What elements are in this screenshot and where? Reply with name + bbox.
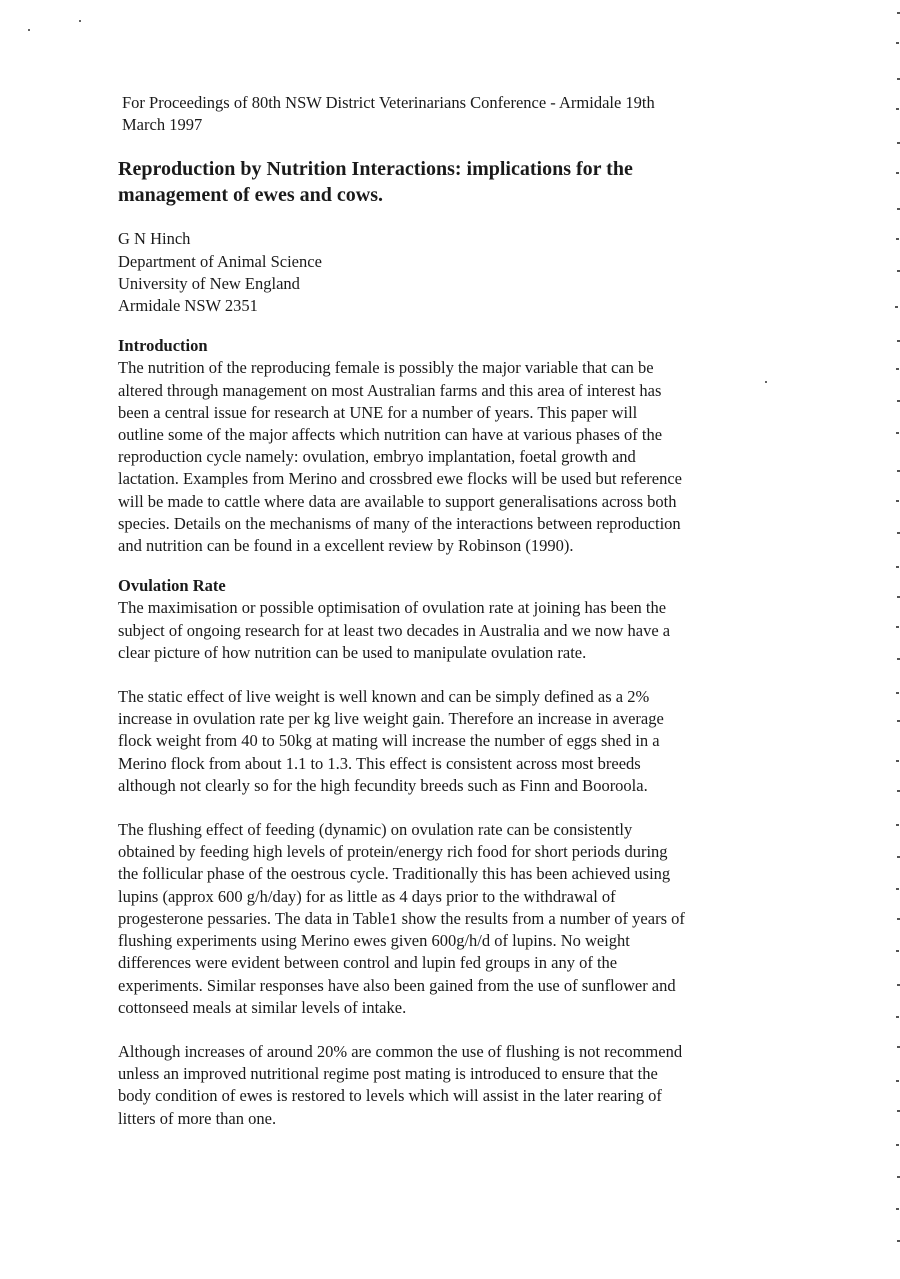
- text-line: although not clearly so for the high fecundity breeds such as Finn and Booroola.: [118, 775, 648, 795]
- author-university: University of New England: [118, 273, 300, 293]
- text-line: flushing experiments using Merino ewes given 600g/h/d of lupins. No weight: [118, 931, 630, 951]
- text-line: cottonseed meals at similar levels of intake.: [118, 997, 407, 1017]
- text-line: obtained by feeding high levels of protein/energy rich food for short periods during: [118, 842, 668, 862]
- text-line: will be made to cattle where data are available to support generalisations across both: [118, 491, 677, 511]
- author-block: [118, 228, 790, 317]
- title-line: management of ewes and cows.: [118, 184, 383, 207]
- text-line: The static effect of live weight is well known and can be simply defined as a 2%: [118, 687, 650, 707]
- proceedings-line: March 1997: [122, 115, 203, 135]
- text-line: reproduction cycle namely: ovulation, embryo implantation, foetal growth and: [118, 447, 636, 467]
- text-line: subject of ongoing research for at least two decades in Australia and we now have a: [118, 620, 671, 640]
- text-line: flock weight from 40 to 50kg at mating will increase the number of eggs shed in a: [118, 731, 660, 751]
- text-line: altered through management on most Australian farms and this area of interest has: [118, 380, 662, 400]
- scan-speck: [28, 29, 30, 31]
- ovulation-rate-heading: Ovulation Rate: [118, 576, 226, 596]
- text-line: lactation. Examples from Merino and crossbred ewe flocks will be used but reference: [118, 469, 683, 489]
- proceedings-note: [122, 92, 762, 136]
- text-line: The flushing effect of feeding (dynamic) on ovulation rate can be consistently: [118, 820, 633, 840]
- text-line: experiments. Similar responses have also been gained from the use of sunflower and: [118, 975, 676, 995]
- author-department: Department of Animal Science: [118, 251, 322, 271]
- scan-speck: [79, 20, 81, 22]
- title-line: Reproduction by Nutrition Interactions: implications for the: [118, 158, 633, 181]
- text-line: litters of more than one.: [118, 1108, 277, 1128]
- text-line: The maximisation or possible optimisation of ovulation rate at joining has been the: [118, 598, 667, 618]
- introduction-heading: Introduction: [118, 336, 208, 356]
- text-line: differences were evident between control and lupin fed groups in any of the: [118, 953, 618, 973]
- text-line: unless an improved nutritional regime post mating is introduced to ensure that the: [118, 1064, 658, 1084]
- paper-title: [118, 156, 758, 208]
- document-body: [118, 92, 790, 1152]
- author-name: G N Hinch: [118, 229, 191, 249]
- introduction-paragraph: [118, 357, 790, 557]
- text-line: the follicular phase of the oestrous cycle. Traditionally this has been achieved using: [118, 864, 671, 884]
- text-line: The nutrition of the reproducing female is possibly the major variable that can be: [118, 358, 654, 378]
- ovulation-paragraph: [118, 597, 790, 664]
- text-line: body condition of ewes is restored to levels which will assist in the later rearing of: [118, 1086, 662, 1106]
- text-line: lupins (approx 600 g/h/day) for as little as 4 days prior to the withdrawal of: [118, 886, 616, 906]
- ovulation-paragraph: [118, 819, 790, 1019]
- text-line: outline some of the major affects which nutrition can have at various phases of the: [118, 425, 663, 445]
- ovulation-paragraph: [118, 1041, 790, 1130]
- author-address: Armidale NSW 2351: [118, 296, 258, 316]
- text-line: progesterone pessaries. The data in Table1 show the results from a number of years of: [118, 908, 685, 928]
- text-line: been a central issue for research at UNE for a number of years. This paper will: [118, 402, 638, 422]
- text-line: Although increases of around 20% are common the use of flushing is not recommend: [118, 1041, 683, 1061]
- text-line: clear picture of how nutrition can be used to manipulate ovulation rate.: [118, 642, 587, 662]
- proceedings-line: For Proceedings of 80th NSW District Veterinarians Conference - Armidale 19th: [122, 93, 655, 112]
- text-line: Merino flock from about 1.1 to 1.3. This effect is consistent across most breeds: [118, 753, 641, 773]
- text-line: and nutrition can be found in a excellent review by Robinson (1990).: [118, 536, 574, 556]
- text-line: species. Details on the mechanisms of many of the interactions between reproduction: [118, 513, 681, 533]
- ovulation-paragraph: [118, 686, 790, 797]
- text-line: increase in ovulation rate per kg live weight gain. Therefore an increase in average: [118, 709, 664, 729]
